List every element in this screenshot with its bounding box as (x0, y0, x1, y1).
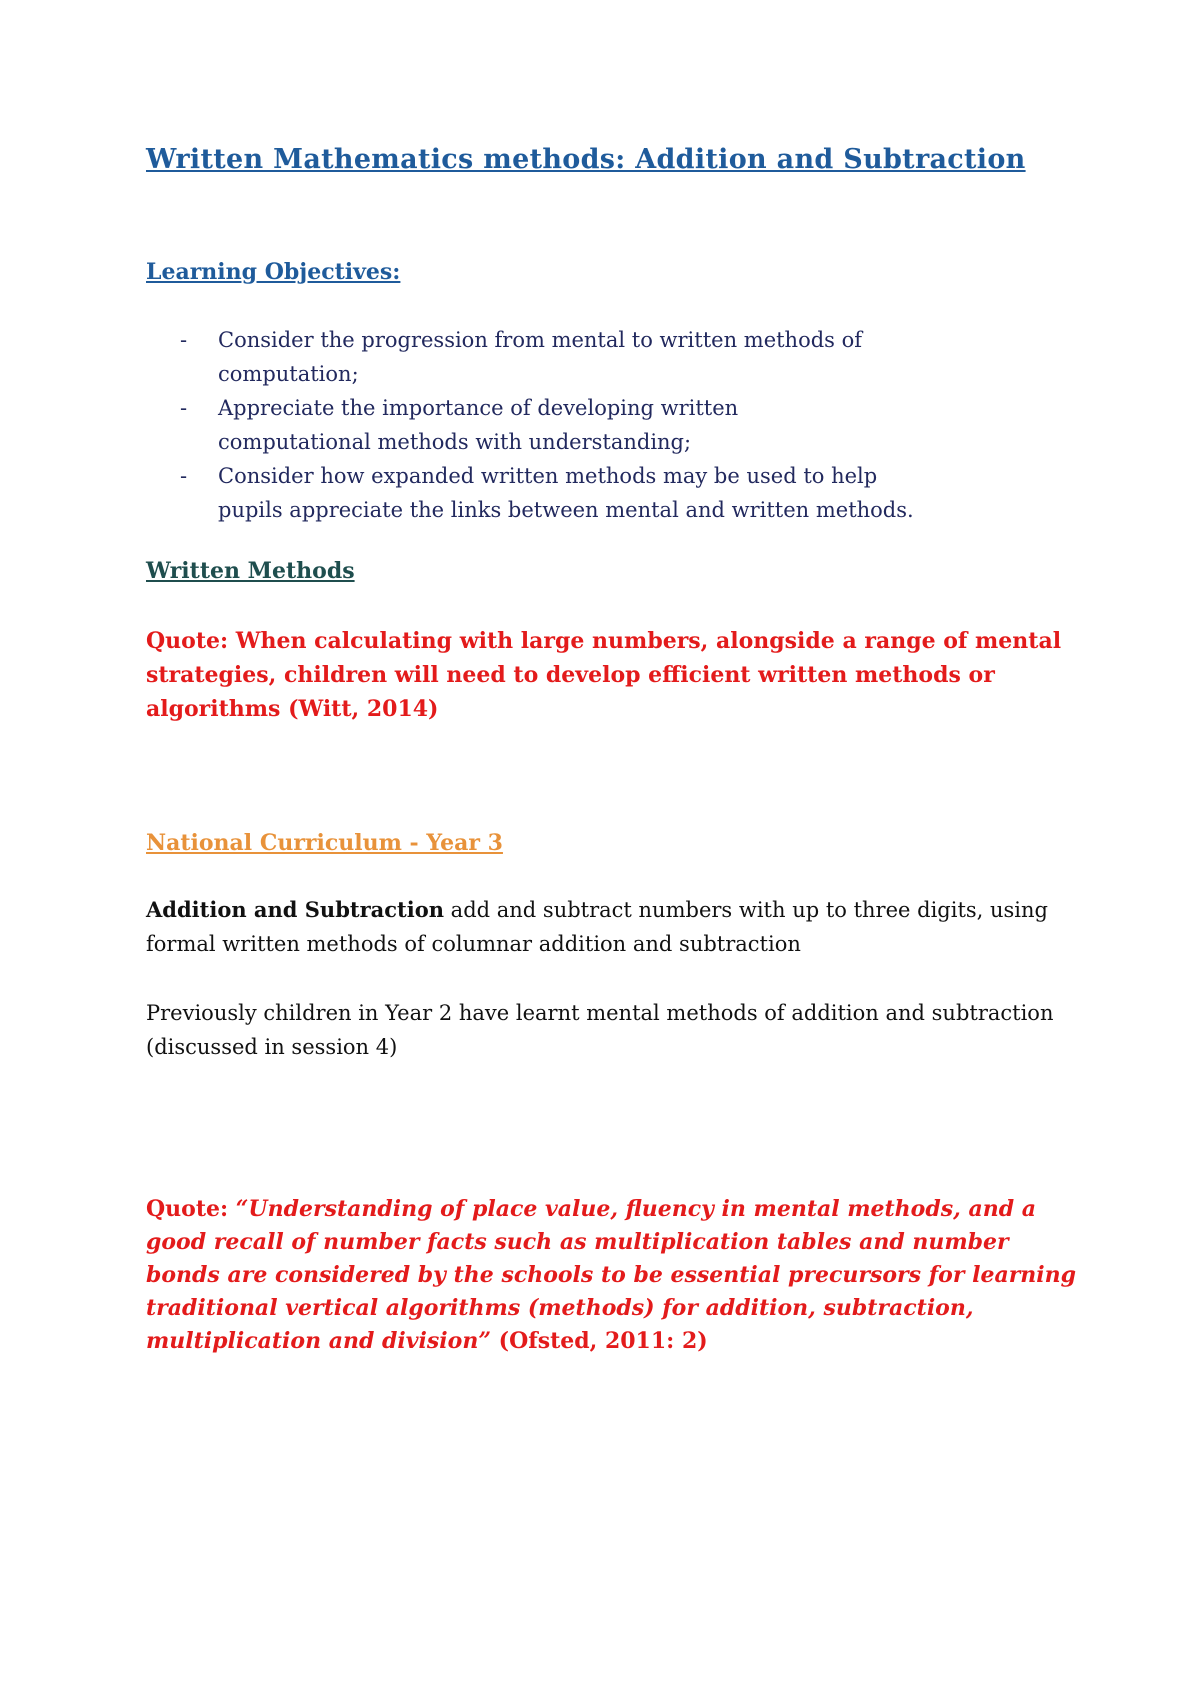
list-item (180, 459, 1110, 527)
quote-prefix: Quote: (146, 1196, 236, 1222)
objective-text: Consider the progression from mental to written methods of computation; (218, 328, 863, 386)
previous-learning-paragraph: Previously children in Year 2 have learnt mental methods of addition and subtraction (discussed in session 4) (146, 1001, 1054, 1059)
list-item (180, 391, 1110, 459)
learning-objectives-list (180, 323, 1110, 527)
list-item (180, 323, 1110, 391)
national-curriculum-heading: National Curriculum - Year 3 (146, 830, 503, 856)
curriculum-topic: Addition and Subtraction (146, 897, 444, 922)
curriculum-text: add and subtract numbers with up to three digits, using formal written methods of columnar addition and subtraction (146, 898, 1048, 956)
learning-objectives-heading: Learning Objectives: (146, 259, 401, 285)
bullet-dash: - (180, 328, 188, 352)
bullet-dash: - (180, 464, 188, 488)
curriculum-statement (146, 893, 1086, 961)
quote-body: “Understanding of place value, fluency in mental methods, and a good recall of number facts such as multiplication tables and number bonds are considered by the schools to be essential precursors for learning traditional vertical algorithms (methods) for addition, subtraction, multiplication and division” (146, 1196, 1077, 1354)
quote-citation: (Ofsted, 2011: 2) (491, 1328, 708, 1354)
written-methods-heading: Written Methods (146, 558, 355, 584)
document-title: Written Mathematics methods: Addition and Subtraction (146, 144, 1026, 175)
bullet-dash: - (180, 396, 188, 420)
objective-text: Appreciate the importance of developing written computational methods with understanding; (218, 396, 739, 454)
objective-text: Consider how expanded written methods may be used to help pupils appreciate the links between mental and written methods. (218, 464, 914, 522)
witt-quote: Quote: When calculating with large numbers, alongside a range of mental strategies, children will need to develop efficient written methods or algorithms (Witt, 2014) (146, 628, 1062, 722)
ofsted-quote (146, 1193, 1076, 1358)
